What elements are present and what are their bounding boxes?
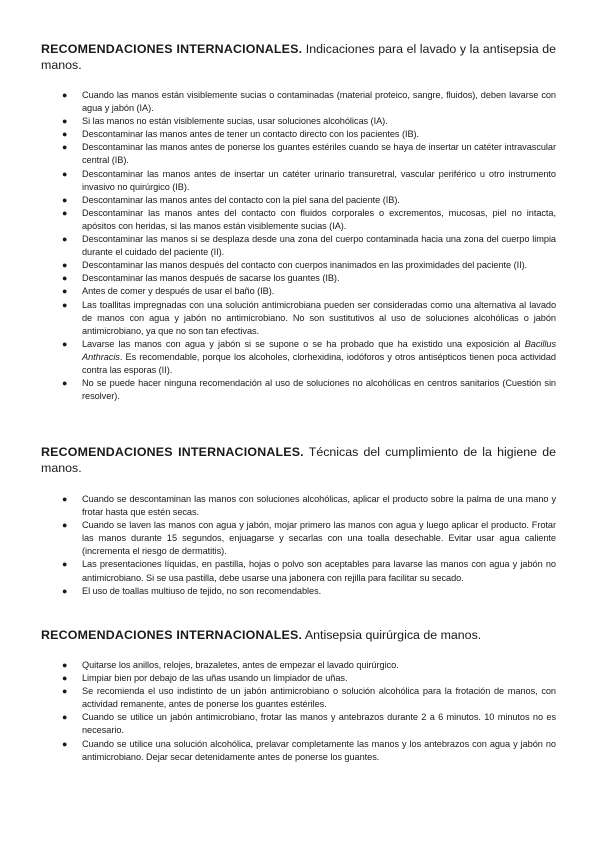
item-text: Descontaminar las manos después del contacto con cuerpos inanimados en las proximidades del paciente (II). <box>82 260 528 271</box>
item-text: Si las manos no están visiblemente sucias, usar soluciones alcohólicas (IA). <box>82 116 388 127</box>
item-text: Descontaminar las manos si se desplaza desde una zona del cuerpo contaminada hacia una zona del cuerpo limpia durante el cuidado del paciente (II). <box>82 234 556 258</box>
list-item <box>41 711 556 737</box>
list-item <box>41 194 556 207</box>
item-text: Lavarse las manos con agua y jabón si se supone o se ha probado que ha existido una exposición al <box>82 338 525 349</box>
heading-strong: RECOMENDACIONES INTERNACIONALES. <box>41 445 304 459</box>
list-item <box>41 338 556 377</box>
list-item <box>41 128 556 141</box>
item-text: Cuando se descontaminan las manos con soluciones alcohólicas, aplicar el producto sobre la palma de una mano y frotar hasta que estén secas. <box>82 494 556 518</box>
list-item <box>41 558 556 584</box>
list-item <box>41 207 556 233</box>
bullet-icon: ● <box>62 520 68 531</box>
item-text: Descontaminar las manos antes de insertar un catéter urinario transuretral, vascular periférico u otro instrumento invasivo no quirúrgico (IB). <box>82 168 556 192</box>
bullet-icon: ● <box>62 207 68 218</box>
list-item <box>41 377 556 403</box>
section-heading <box>41 41 556 73</box>
bullet-icon: ● <box>62 738 68 749</box>
item-text: Las presentaciones líquidas, en pastilla, hojas o polvo son aceptables para lavarse las manos con agua y jabón no antimicrobiano. Si se usa pastilla, debe usarse una jabonera con rejilla para facilitar su secado. <box>82 559 556 583</box>
section-hand-washing-indications <box>41 41 556 403</box>
bullet-icon: ● <box>62 260 68 271</box>
bullet-icon: ● <box>62 338 68 349</box>
bullet-icon: ● <box>62 194 68 205</box>
bullet-icon: ● <box>62 559 68 570</box>
bullet-icon: ● <box>62 712 68 723</box>
bullet-icon: ● <box>62 494 68 504</box>
bullet-icon: ● <box>62 168 68 179</box>
recommendation-list <box>41 659 556 764</box>
list-item <box>41 115 556 128</box>
list-item <box>41 672 556 685</box>
bullet-icon: ● <box>62 660 68 670</box>
section-surgical-hand-antisepsis <box>41 627 556 764</box>
recommendation-list <box>41 89 556 403</box>
bullet-icon: ● <box>62 129 68 140</box>
section-heading <box>41 627 556 643</box>
item-text: Limpiar bien por debajo de las uñas usando un limpiador de uñas. <box>82 673 348 684</box>
bullet-icon: ● <box>62 90 68 100</box>
bullet-icon: ● <box>62 116 68 127</box>
list-item <box>41 685 556 711</box>
item-text: Quitarse los anillos, relojes, brazaletes, antes de empezar el lavado quirúrgico. <box>82 660 399 670</box>
heading-rest: Antisepsia quirúrgica de manos. <box>302 628 482 642</box>
bullet-icon: ● <box>62 273 68 284</box>
heading-rest: Indicaciones para el lavado y la antisepsia de manos. <box>41 42 556 72</box>
list-item <box>41 585 556 598</box>
bullet-icon: ● <box>62 299 68 310</box>
list-item <box>41 285 556 298</box>
list-item <box>41 299 556 338</box>
list-item <box>41 272 556 285</box>
list-item <box>41 259 556 272</box>
section-heading <box>41 444 556 476</box>
item-text: Se recomienda el uso indistinto de un jabón antimicrobiano o solución alcohólica para la frotación de manos, con actividad remanente, antes de ponerse los guantes estériles. <box>82 686 556 710</box>
bullet-icon: ● <box>62 585 68 596</box>
item-text: Descontaminar las manos antes de tener un contacto directo con los pacientes (IB). <box>82 129 420 140</box>
item-text: Las toallitas impregnadas con una solución antimicrobiana pueden ser consideradas como una alternativa al lavado de manos con agua y jabón no antimicrobiano. No son sustitutivos al uso de soluciones alcohólicas o jabón antimicrobiano, ya que no son tan efectivas. <box>82 299 556 336</box>
item-text: El uso de toallas multiuso de tejido, no son recomendables. <box>82 585 322 596</box>
bullet-icon: ● <box>62 234 68 245</box>
bullet-icon: ● <box>62 378 68 389</box>
heading-strong: RECOMENDACIONES INTERNACIONALES. <box>41 42 303 56</box>
item-text: Cuando se laven las manos con agua y jabón, mojar primero las manos con agua y luego aplicar el producto. Frotar las manos durante 15 segundos, enjuagarse y secarlas con una toalla desechable. Evitar usar agua caliente (incrementa el riesgo de dermatitis). <box>82 520 556 557</box>
item-text: Descontaminar las manos después de sacarse los guantes (IB). <box>82 273 340 284</box>
list-item <box>41 519 556 558</box>
item-text: . Es recomendable, porque los alcoholes, clorhexidina, iodóforos y otros antisépticos tienen poca actividad contra las esporas (II). <box>82 351 556 375</box>
item-text: No se puede hacer ninguna recomendación al uso de soluciones no alcohólicas en centros sanitarios (Cuestión sin resolver). <box>82 378 556 402</box>
bullet-icon: ● <box>62 673 68 684</box>
heading-strong: RECOMENDACIONES INTERNACIONALES. <box>41 628 303 642</box>
item-text: Descontaminar las manos antes del contacto con la piel sana del paciente (IB). <box>82 194 400 205</box>
item-text: Cuando se utilice una solución alcohólica, prelavar completamente las manos y los antebrazos con agua y jabón no antimicrobiano. Dejar secar detenidamente antes de ponerse los guantes. <box>82 738 556 762</box>
list-item <box>41 233 556 259</box>
bullet-icon: ● <box>62 686 68 697</box>
item-text: Descontaminar las manos antes del contacto con fluidos corporales o excrementos, mucosas, piel no intacta, apósitos con heridas, si las manos están visiblemente sucias (IA). <box>82 207 556 231</box>
heading-rest: Técnicas del cumplimiento de la higiene de manos. <box>41 445 556 475</box>
item-text: Antes de comer y después de usar el baño (IB). <box>82 286 275 297</box>
item-text-italic: Bacillus Anthracis <box>82 338 556 362</box>
list-item <box>41 659 556 672</box>
bullet-icon: ● <box>62 286 68 297</box>
section-hand-hygiene-techniques <box>41 444 556 598</box>
item-text: Cuando se utilice un jabón antimicrobiano, frotar las manos y antebrazos durante 2 a 6 minutos. 10 minutos no es necesario. <box>82 712 556 736</box>
list-item <box>41 738 556 764</box>
recommendation-list <box>41 493 556 598</box>
bullet-icon: ● <box>62 142 68 153</box>
item-text: Cuando las manos están visiblemente sucias o contaminadas (material proteico, sangre, fluidos), deben lavarse con agua y jabón (IA). <box>82 90 556 114</box>
item-text: Descontaminar las manos antes de ponerse los guantes estériles cuando se haya de insertar un catéter intravascular central (IB). <box>82 142 556 166</box>
list-item <box>41 89 556 115</box>
list-item <box>41 493 556 519</box>
list-item <box>41 141 556 167</box>
list-item <box>41 168 556 194</box>
